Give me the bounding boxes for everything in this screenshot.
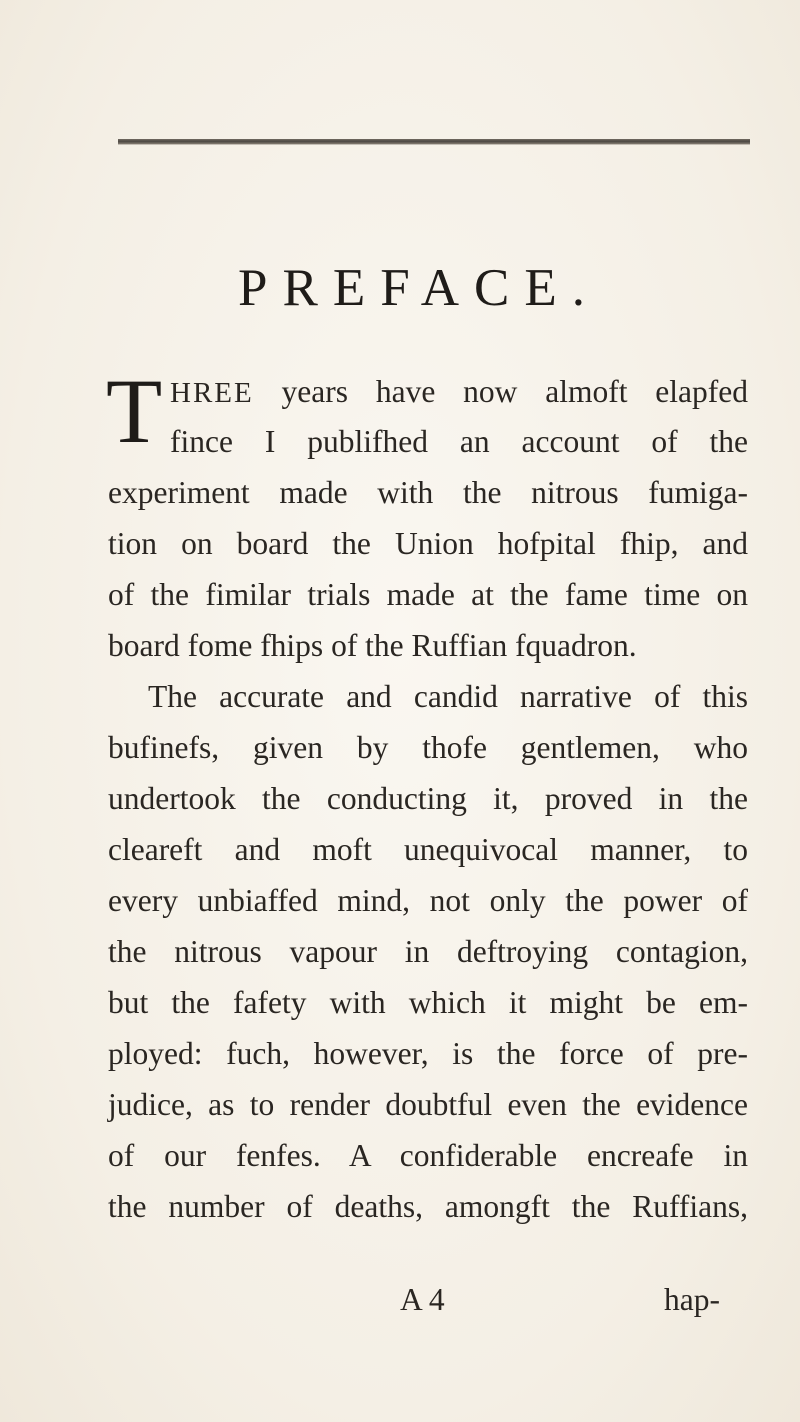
text-line: The accurate and candid narrative of this [148,679,748,714]
page-heading: PREFACE. [238,259,600,317]
text-line: tion on board the Union hofpital fhip, and [108,526,748,561]
text-line: fince I publifhed an account of the [170,424,748,459]
drop-cap: T [106,360,163,462]
signature-mark: A 4 [400,1282,445,1317]
text-line: but the fafety with which it might be em- [108,985,748,1020]
small-caps-word: HREE [170,377,254,409]
catchword: hap- [664,1282,720,1317]
text-line: undertook the conducting it, proved in the [108,781,748,816]
text-line: experiment made with the nitrous fumiga- [108,475,748,510]
ornamental-rule [118,139,750,145]
text-line: the nitrous vapour in deftroying contagion, [108,934,748,969]
text-line: of the fimilar trials made at the fame time on [108,577,748,612]
text-line: bufinefs, given by thofe gentlemen, who [108,730,748,765]
text-line [170,372,748,413]
text-line: every unbiaffed mind, not only the power of [108,883,748,918]
text-line: the number of deaths, amongft the Ruffians, [108,1189,748,1224]
text-line: cleareft and moft unequivocal manner, to [108,832,748,867]
text-line: board fome fhips of the Ruffian fquadron. [108,628,637,663]
first-line-text: years have now almoft elapfed [253,374,748,409]
text-line: judice, as to render doubtful even the evidence [108,1087,748,1122]
text-line: ployed: fuch, however, is the force of pre- [108,1036,748,1071]
text-line: of our fenfes. A confiderable encreafe in [108,1138,748,1173]
